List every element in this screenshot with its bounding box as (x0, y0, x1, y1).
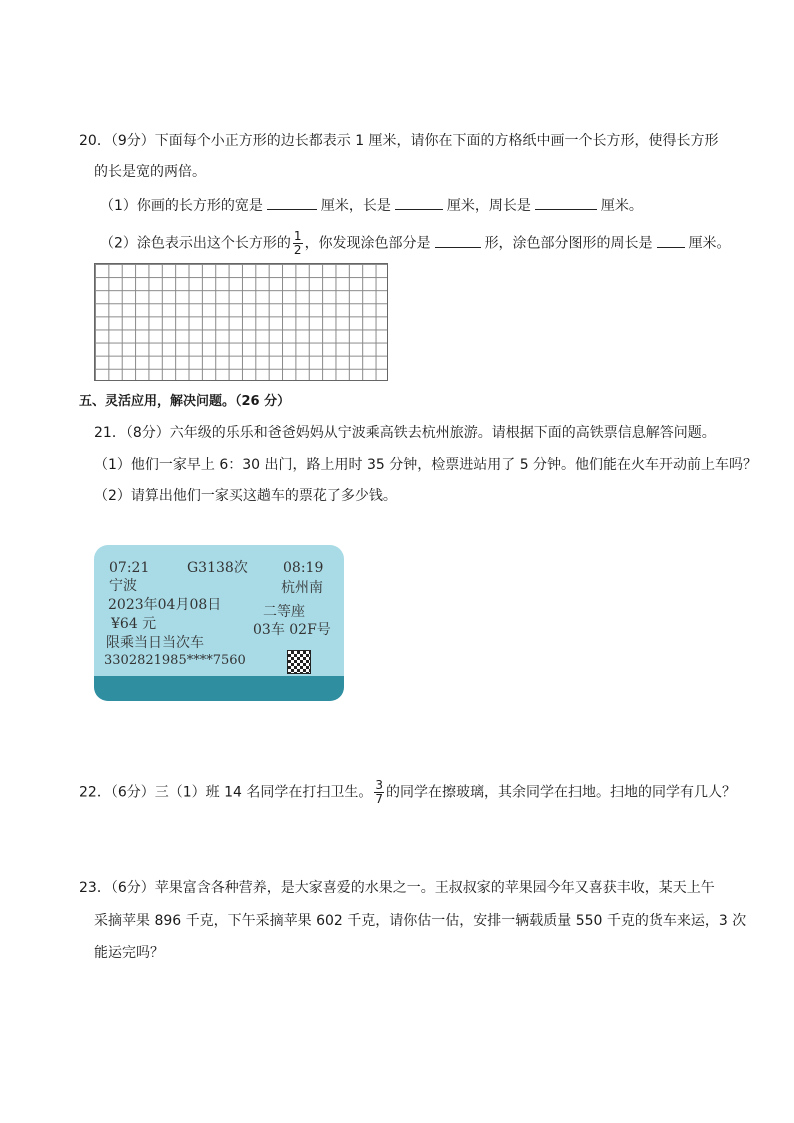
q20-sub2-mid2: 形，涂色部分图形的周长是 (484, 235, 653, 252)
answer-blank-shape[interactable] (435, 233, 481, 248)
q21-number: 21 (94, 425, 112, 441)
section-5-title: 五、灵活应用，解决问题。（26 分） (79, 394, 291, 409)
ticket-depart-time: 07:21 (109, 560, 150, 576)
ticket-arrive-time: 08:19 (283, 560, 324, 576)
q20-sub2-prefix: （2）涂色表示出这个长方形的 (100, 235, 291, 252)
q21-sub1: （1）他们一家早上 6：30 出门，路上用时 35 分钟，检票进站用了 5 分钟。他们能在火车开动前上车吗？ (94, 457, 758, 473)
ticket-seat: 03车 02F号 (253, 622, 331, 638)
ticket-notice: 限乘当日当次车 (106, 635, 204, 651)
q23-line3: 能运完吗？ (94, 945, 164, 961)
ticket-bottom-bar (94, 676, 344, 701)
q20-sub1-unit1: 厘米，长是 (320, 198, 391, 214)
answer-blank-length[interactable] (395, 195, 443, 210)
q20-sub1-prefix: （1）你画的长方形的宽是 (100, 198, 263, 214)
q21-score: （8分） (125, 425, 170, 441)
q23-score: （6分） (110, 880, 155, 896)
ticket-seat-class: 二等座 (263, 604, 305, 620)
q22-prefix: 三（1）班 14 名同学在打扫卫生。 (154, 784, 373, 801)
answer-blank-width[interactable] (267, 195, 317, 210)
fraction-three-sevenths: $\frac{3}{7}$ (375, 778, 384, 806)
q21-line: 21．（8分）六年级的乐乐和爸爸妈妈从宁波乘高铁去杭州旅游。请根据下面的高铁票信息解答问题。 (94, 425, 716, 441)
q21-text: 六年级的乐乐和爸爸妈妈从宁波乘高铁去杭州旅游。请根据下面的高铁票信息解答问题。 (169, 425, 716, 441)
q20-line2: 的长是宽的两倍。 (94, 164, 206, 180)
ticket-train-number: G3138次 (187, 560, 248, 576)
answer-blank-shaded-perimeter[interactable] (657, 233, 685, 248)
answer-blank-perimeter[interactable] (535, 195, 597, 210)
q20-sub2 (100, 230, 731, 257)
train-ticket (94, 545, 344, 701)
q20-sub1-unit3: 厘米。 (600, 198, 643, 214)
q20-score: （9分） (110, 133, 155, 149)
q20-sub1-unit2: 厘米，周长是 (446, 198, 531, 214)
q23-number: 23 (79, 880, 97, 896)
ticket-price: ¥64 元 (111, 616, 157, 632)
q20-line1: 20．（9分）下面每个小正方形的边长都表示 1 厘米，请你在下面的方格纸中画一个长方形，使得长方形 (79, 133, 719, 149)
ticket-id-number: 3302821985****7560 (104, 653, 246, 668)
ticket-date: 2023年04月08日 (108, 597, 222, 613)
q21-sub2: （2）请算出他们一家买这趟车的票花了多少钱。 (94, 488, 397, 504)
qr-code-icon (287, 650, 311, 674)
q20-sub1 (100, 195, 643, 216)
square-grid-paper[interactable] (94, 263, 388, 381)
q22-number: 22 (79, 784, 97, 801)
ticket-from-station: 宁波 (109, 578, 137, 594)
q20-sub2-mid: ，你发现涂色部分是 (304, 235, 431, 252)
q23-text-line1: 苹果富含各种营养，是大家喜爱的水果之一。王叔叔家的苹果园今年又喜获丰收，某天上午 (154, 880, 715, 896)
q20-text-line1: 下面每个小正方形的边长都表示 1 厘米，请你在下面的方格纸中画一个长方形，使得长方形 (154, 133, 719, 149)
q22-suffix: 的同学在擦玻璃，其余同学在扫地。扫地的同学有几人？ (386, 784, 737, 801)
ticket-to-station: 杭州南 (281, 580, 323, 596)
q23-line1: 23．（6分）苹果富含各种营养，是大家喜爱的水果之一。王叔叔家的苹果园今年又喜获丰收，某天上午 (79, 880, 715, 896)
q23-line2: 采摘苹果 896 千克，下午采摘苹果 602 千克，请你估一估，安排一辆载质量 550 千克的货车来运，3 次 (94, 913, 747, 929)
q22-line: 22．（6分）三（1）班 14 名同学在打扫卫生。 $\frac{3}{7}$ 的同学在擦玻璃，其余同学在扫地。扫地的同学有几人？ (79, 778, 737, 806)
q20-sub2-end: 厘米。 (688, 235, 731, 252)
q22-score: （6分） (110, 784, 155, 801)
fraction-one-half: $\frac{1}{2}$ (293, 229, 302, 257)
q20-number: 20 (79, 133, 97, 149)
